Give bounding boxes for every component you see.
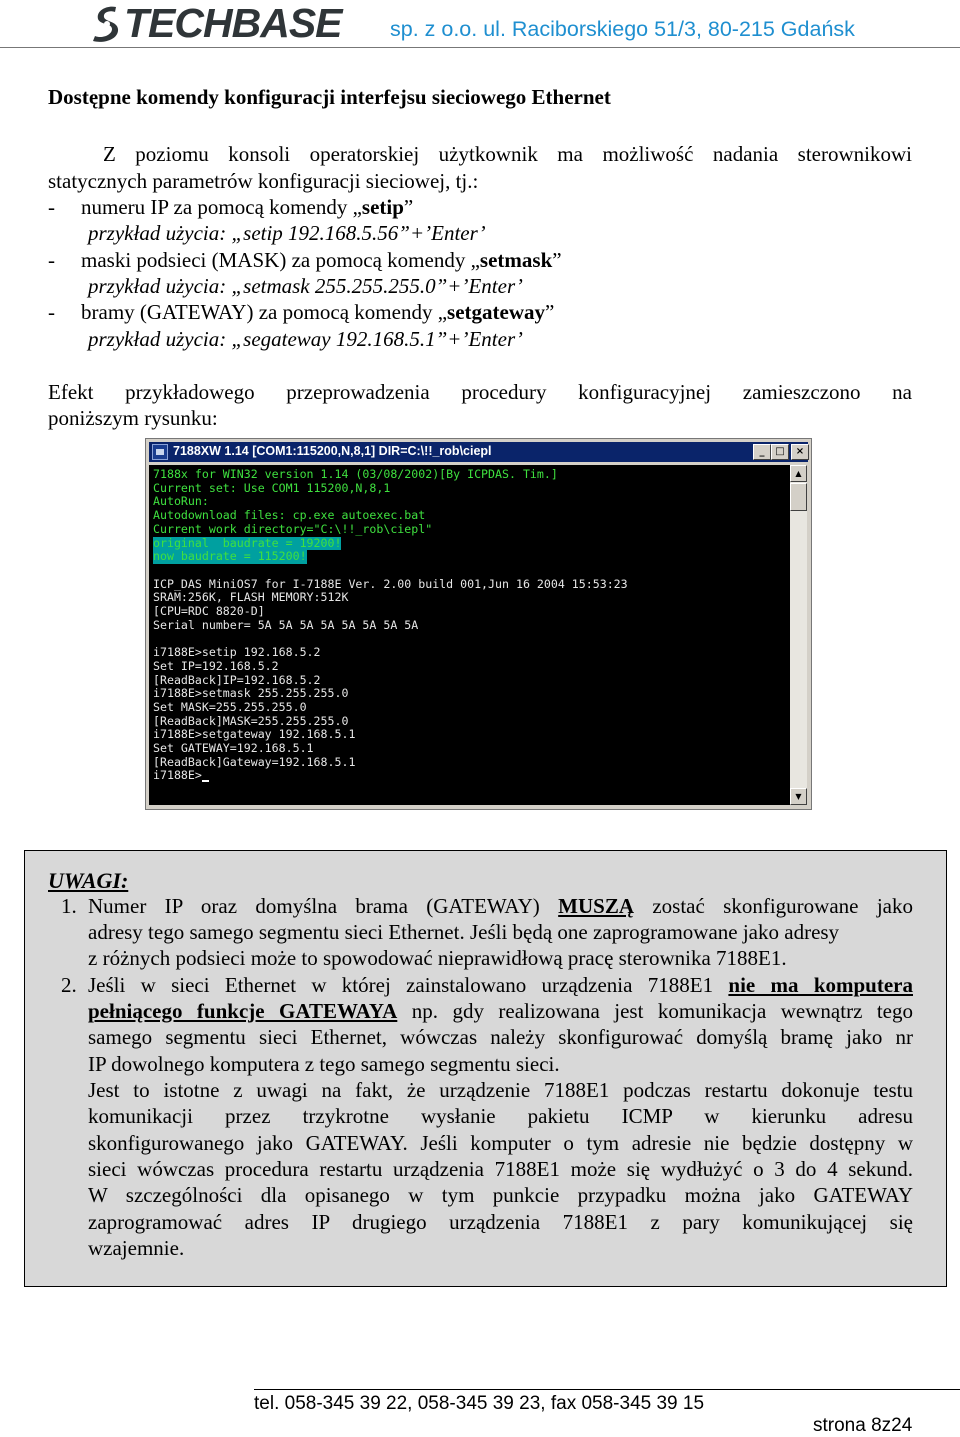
console-output[interactable] [149,465,790,805]
command-item-setgateway: - bramy (GATEWAY) za pomocą komendy „setgateway” [48,300,555,324]
command-name: setgateway [447,300,546,324]
console-titlebar [149,442,808,462]
console-line: [ReadBack]Gateway=192.168.5.1 [153,754,356,769]
emphasis-no-computer: nie ma komputera [728,973,913,997]
console-line: original baudrate = 19200! [153,535,342,550]
minimize-button[interactable]: _ [753,444,771,460]
emphasis-gateway-role: pełniącego funkcje GATEWAYA [88,999,398,1023]
close-button[interactable]: × [791,444,809,460]
techbase-logo-icon [92,3,122,43]
console-line: Current set: Use COM1 115200,N,8,1 [153,480,391,495]
notes-title: UWAGI: [48,868,129,893]
console-line: [ReadBack]MASK=255.255.255.0 [153,713,349,728]
console-line: [CPU=RDC 8820-D] [153,604,265,618]
footer-contact: tel. 058-345 39 22, 058-345 39 23, fax 058-345 39 15 [254,1393,705,1414]
section-title: Dostępne komendy konfiguracji interfejsu sieciowego Ethernet [48,85,611,109]
scroll-thumb[interactable] [790,483,807,511]
company-address: sp. z o.o. ul. Raciborskiego 51/3, 80-215 Gdańsk [390,17,855,41]
console-line: AutoRun: [153,494,209,509]
note-number-2: 2. [61,973,77,997]
note-2-line-1: Jeśli w sieci Ethernet w której zainstalowano urządzenia 7188E1 nie ma komputera [88,973,913,997]
command-example-setmask: przykład użycia: „setmask 255.255.255.0”+’Enter’ [88,274,523,298]
notes-box [24,850,947,1287]
scroll-down-icon[interactable]: ▼ [790,788,807,805]
note-2-line-3: samego segmentu sieci Ethernet, wówczas należy skonfigurować domyślą bramę jako nr [88,1025,913,1049]
console-line: i7188E>setip 192.168.5.2 [153,645,321,660]
console-line: now baudrate = 115200! [153,549,307,564]
command-item-setip: - numeru IP za pomocą komendy „setip” [48,195,414,219]
emphasis-musza: MUSZĄ [558,894,634,918]
console-line: Set IP=192.168.5.2 [153,658,279,673]
command-item-setmask: - maski podsieci (MASK) za pomocą komendy „setmask” [48,248,562,272]
effect-line-2: poniższym rysunku: [48,406,218,430]
note-2-line-9: W szczególności dla opisanego w tym punkcie przypadku można jako GATEWAY [88,1183,913,1207]
console-line: i7188E> [153,768,202,783]
console-line: Set GATEWAY=192.168.5.1 [153,741,314,755]
footer-divider [254,1389,960,1390]
logo-text: TECHBASE [124,0,342,46]
page-header [0,0,960,48]
console-line: SRAM:256K, FLASH MEMORY:512K [153,590,349,605]
note-2-line-4: IP dowolnego komputera z tego samego segmentu sieci. [88,1052,560,1076]
console-app-icon [152,444,168,460]
command-example-setgateway: przykład użycia: „segateway 192.168.5.1”+’Enter’ [88,327,523,351]
note-1-line-1: Numer IP oraz domyślna brama (GATEWAY) MUSZĄ zostać skonfigurowane jako [88,894,913,918]
console-title: 7188XW 1.14 [COM1:115200,N,8,1] DIR=C:\!!_rob\ciepl [173,444,492,458]
console-line: Set MASK=255.255.255.0 [153,699,307,714]
command-name: setmask [479,248,553,272]
note-2-line-6: komunikacji przez trzykrotne wysłanie pakietu ICMP w kierunku adresu [88,1104,913,1128]
console-line: ICP_DAS MiniOS7 for I-7188E Ver. 2.00 build 001,Jun 16 2004 15:53:23 [153,576,628,591]
console-cursor [202,780,209,782]
note-1-line-3: z różnych podsieci może to spowodować nieprawidłową pracę sterownika 7188E1. [88,946,787,970]
note-2-line-5: Jest to istotne z uwagi na fakt, że urządzenie 7188E1 podczas restartu dokonuje testu [88,1078,913,1102]
intro-line-1: Z poziomu konsoli operatorskiej użytkownik ma możliwość nadania sterownikowi [103,142,912,166]
note-2-line-2: pełniącego funkcje GATEWAYA np. gdy realizowana jest komunikacja wewnątrz tego [88,999,913,1023]
page-number: strona 8z24 [813,1415,913,1436]
console-scrollbar[interactable] [790,465,807,805]
note-2-line-8: sieci wówczas procedura restartu urządzenia 7188E1 może się wydłużyć o 3 do 4 sekund. [88,1157,913,1181]
console-line: i7188E>setmask 255.255.255.0 [153,686,349,701]
command-example-setip: przykład użycia: „setip 192.168.5.56”+’Enter’ [88,221,486,245]
effect-line-1: Efekt przykładowego przeprowadzenia procedury konfiguracyjnej zamieszczono na [48,380,912,404]
console-line: Autodownload files: cp.exe autoexec.bat [153,508,426,523]
console-window [145,438,812,810]
console-line: [ReadBack]IP=192.168.5.2 [153,672,321,687]
maximize-button[interactable]: □ [771,444,789,460]
note-2-line-11: wzajemnie. [88,1236,185,1260]
console-line: 7188x for WIN32 version 1.14 (03/08/2002)[By ICPDAS. Tim.] [153,467,558,481]
console-line: Serial number= 5A 5A 5A 5A 5A 5A 5A 5A [153,617,419,632]
intro-line-2: statycznych parametrów konfiguracji sieciowej, tj.: [48,169,479,193]
note-2-line-10: zaprogramować adres IP drugiego urządzenia 7188E1 z pary komunikującej się [88,1210,913,1234]
company-logo [92,2,342,44]
command-name: setip [361,195,404,219]
note-number-1: 1. [61,894,77,918]
note-2-line-7: skonfigurowanego jako GATEWAY. Jeśli komputer o tym adresie nie będzie dostępny w [88,1131,913,1155]
console-line: i7188E>setgateway 192.168.5.1 [153,727,356,742]
console-line: Current work directory="C:\!!_rob\ciepl" [153,521,433,536]
note-1-line-2: adresy tego samego segmentu sieci Ethernet. Jeśli będą one zaprogramowane jako adresy [88,920,840,944]
header-divider [0,47,960,48]
scroll-up-icon[interactable]: ▲ [790,465,807,482]
